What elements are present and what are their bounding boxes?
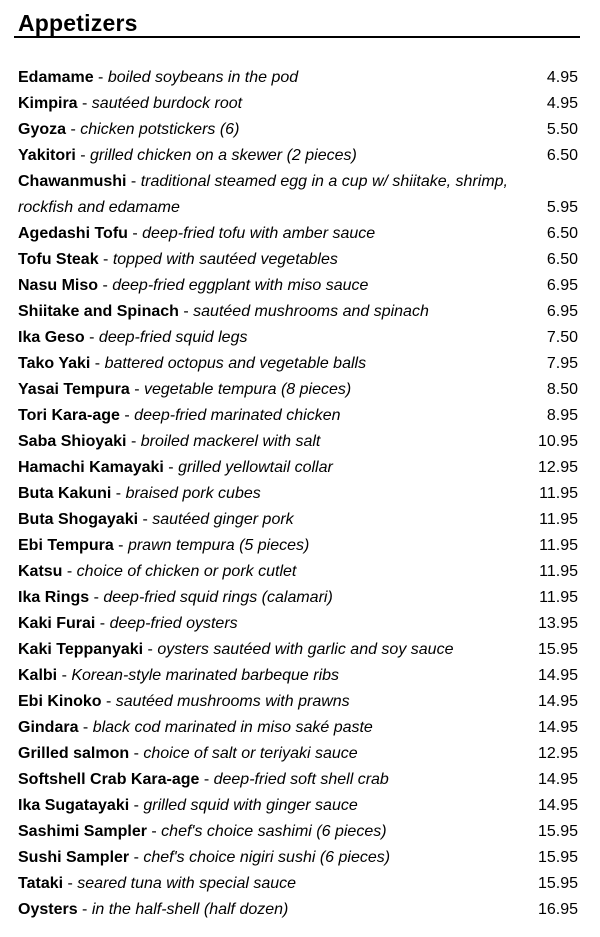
item-description: sautéed mushrooms with prawns	[115, 693, 350, 710]
item-description: chef's choice sashimi (6 pieces)	[161, 823, 387, 840]
item-name: Tataki	[18, 875, 64, 892]
item-name: Ebi Tempura	[18, 537, 114, 554]
item-name: Kaki Furai	[18, 615, 96, 632]
item-description: grilled squid with ginger sauce	[143, 797, 358, 814]
item-name: Gindara	[18, 719, 79, 736]
item-price: 8.95	[546, 407, 578, 424]
item-name: Kimpira	[18, 95, 78, 112]
item-description: choice of chicken or pork cutlet	[76, 563, 297, 580]
menu-item: Ika Geso - deep-fried squid legs 7.50	[18, 325, 580, 351]
menu-item: Yasai Tempura - vegetable tempura (8 pieces) 8.50	[18, 377, 580, 403]
item-name: Edamame	[18, 69, 94, 86]
item-price: 12.95	[537, 459, 578, 476]
item-name: Gyoza	[18, 121, 67, 138]
item-name: Sushi Sampler	[18, 849, 130, 866]
item-price: 13.95	[537, 615, 578, 632]
item-name: Grilled salmon	[18, 745, 130, 762]
item-price: 11.95	[539, 537, 578, 554]
item-description: choice of salt or teriyaki sauce	[143, 745, 358, 762]
item-price: 6.50	[546, 147, 578, 164]
item-name: Ika Sugatayaki	[18, 797, 130, 814]
item-name: Kalbi	[18, 667, 58, 684]
item-price: 15.95	[537, 641, 578, 658]
item-name: Ebi Kinoko	[18, 693, 102, 710]
menu-item: Tataki - seared tuna with special sauce 15.95	[18, 871, 580, 897]
item-price: 5.50	[546, 121, 578, 138]
menu-item: Shiitake and Spinach - sautéed mushrooms and spinach 6.95	[18, 299, 580, 325]
item-price: 6.50	[546, 225, 578, 242]
menu-item: Kimpira - sautéed burdock root 4.95	[18, 91, 580, 117]
item-price: 14.95	[537, 667, 578, 684]
item-name: Oysters	[18, 901, 78, 918]
menu-item: Nasu Miso - deep-fried eggplant with miso sauce 6.95	[18, 273, 580, 299]
item-name: Agedashi Tofu	[18, 225, 128, 242]
item-name: Ika Rings	[18, 589, 90, 606]
item-description: sautéed mushrooms and spinach	[193, 303, 429, 320]
menu-item: Kaki Furai - deep-fried oysters 13.95	[18, 611, 580, 637]
menu-item: Sashimi Sampler - chef's choice sashimi (6 pieces) 15.95	[18, 819, 580, 845]
item-name: Katsu	[18, 563, 63, 580]
item-description: braised pork cubes	[125, 485, 261, 502]
item-price: 8.50	[546, 381, 578, 398]
item-description: battered octopus and vegetable balls	[104, 355, 367, 372]
item-price: 11.95	[539, 563, 578, 580]
menu-item: Gindara - black cod marinated in miso saké paste 14.95	[18, 715, 580, 741]
item-description: in the half-shell (half dozen)	[91, 901, 289, 918]
item-name: Kaki Teppanyaki	[18, 641, 144, 658]
item-name: Chawanmushi	[18, 173, 127, 190]
item-price: 14.95	[537, 719, 578, 736]
menu-item: Ebi Tempura - prawn tempura (5 pieces) 11.95	[18, 533, 580, 559]
item-description: vegetable tempura (8 pieces)	[143, 381, 352, 398]
menu-item: Buta Kakuni - braised pork cubes 11.95	[18, 481, 580, 507]
item-description: boiled soybeans in the pod	[107, 69, 299, 86]
item-price: 16.95	[537, 901, 578, 918]
menu-item: Edamame - boiled soybeans in the pod 4.95	[18, 65, 580, 91]
item-name: Buta Shogayaki	[18, 511, 139, 528]
item-price: 7.95	[546, 355, 578, 372]
item-name: Saba Shioyaki	[18, 433, 127, 450]
menu-item: Tori Kara-age - deep-fried marinated chicken 8.95	[18, 403, 580, 429]
item-name: Sashimi Sampler	[18, 823, 147, 840]
item-name: Nasu Miso	[18, 277, 99, 294]
item-description: oysters sautéed with garlic and soy sauce	[157, 641, 454, 658]
menu-item: Saba Shioyaki - broiled mackerel with salt 10.95	[18, 429, 580, 455]
item-description: chef's choice nigiri sushi (6 pieces)	[143, 849, 391, 866]
item-description: deep-fried eggplant with miso sauce	[112, 277, 369, 294]
item-price: 15.95	[537, 875, 578, 892]
item-description: deep-fried soft shell crab	[213, 771, 389, 788]
menu-item: Tofu Steak - topped with sautéed vegetables 6.50	[18, 247, 580, 273]
menu-item: Buta Shogayaki - sautéed ginger pork 11.95	[18, 507, 580, 533]
item-price: 4.95	[546, 95, 578, 112]
item-name: Tako Yaki	[18, 355, 91, 372]
section-title: Appetizers	[18, 10, 138, 36]
item-price: 14.95	[537, 771, 578, 788]
item-description: broiled mackerel with salt	[140, 433, 321, 450]
item-price: 6.50	[546, 251, 578, 268]
item-description: prawn tempura (5 pieces)	[127, 537, 310, 554]
menu-item: Ebi Kinoko - sautéed mushrooms with prawns 14.95	[18, 689, 580, 715]
item-description: deep-fried oysters	[109, 615, 238, 632]
item-price: 6.95	[546, 277, 578, 294]
item-description: sautéed ginger pork	[152, 511, 294, 528]
item-description: deep-fried tofu with amber sauce	[142, 225, 376, 242]
item-description: traditional steamed egg in a cup w/ shiitake, shrimp, rockfish and edamame	[18, 173, 508, 216]
item-description: grilled chicken on a skewer (2 pieces)	[90, 147, 357, 164]
item-description: seared tuna with special sauce	[77, 875, 297, 892]
item-name: Ika Geso	[18, 329, 85, 346]
item-price: 11.95	[539, 589, 578, 606]
item-name: Shiitake and Spinach	[18, 303, 179, 320]
menu-item: Softshell Crab Kara-age - deep-fried soft shell crab 14.95	[18, 767, 580, 793]
menu-item: Oysters - in the half-shell (half dozen) 16.95	[18, 897, 580, 923]
menu-item: Yakitori - grilled chicken on a skewer (2 pieces) 6.50	[18, 143, 580, 169]
item-price: 5.95	[546, 199, 578, 216]
item-description: black cod marinated in miso saké paste	[92, 719, 373, 736]
item-description: deep-fried squid rings (calamari)	[103, 589, 333, 606]
menu-item: Ika Rings - deep-fried squid rings (calamari) 11.95	[18, 585, 580, 611]
title-divider	[14, 36, 580, 38]
item-name: Yasai Tempura	[18, 381, 130, 398]
item-price: 6.95	[546, 303, 578, 320]
item-description: grilled yellowtail collar	[178, 459, 333, 476]
item-price: 7.50	[546, 329, 578, 346]
item-name: Tofu Steak	[18, 251, 99, 268]
item-name: Softshell Crab Kara-age	[18, 771, 200, 788]
item-description: topped with sautéed vegetables	[112, 251, 338, 268]
menu-item: Grilled salmon - choice of salt or teriyaki sauce 12.95	[18, 741, 580, 767]
item-price: 11.95	[539, 511, 578, 528]
item-description: Korean-style marinated barbeque ribs	[71, 667, 340, 684]
item-price: 15.95	[537, 849, 578, 866]
item-description: chicken potstickers (6)	[80, 121, 240, 138]
item-name: Buta Kakuni	[18, 485, 112, 502]
item-name: Hamachi Kamayaki	[18, 459, 164, 476]
item-price: 14.95	[537, 693, 578, 710]
item-price: 11.95	[539, 485, 578, 502]
item-name: Tori Kara-age	[18, 407, 120, 424]
menu-item: Gyoza - chicken potstickers (6) 5.50	[18, 117, 580, 143]
item-name: Yakitori	[18, 147, 76, 164]
item-description: deep-fried squid legs	[98, 329, 248, 346]
menu-item: Katsu - choice of chicken or pork cutlet 11.95	[18, 559, 580, 585]
item-description: sautéed burdock root	[91, 95, 243, 112]
menu-item: Hamachi Kamayaki - grilled yellowtail collar 12.95	[18, 455, 580, 481]
item-price: 12.95	[537, 745, 578, 762]
item-description: deep-fried marinated chicken	[134, 407, 341, 424]
item-price: 15.95	[537, 823, 578, 840]
item-price: 14.95	[537, 797, 578, 814]
menu-item: Kalbi - Korean-style marinated barbeque ribs 14.95	[18, 663, 580, 689]
menu-item: Tako Yaki - battered octopus and vegetable balls 7.95	[18, 351, 580, 377]
menu-item: Kaki Teppanyaki - oysters sautéed with garlic and soy sauce 15.95	[18, 637, 580, 663]
menu-item: Agedashi Tofu - deep-fried tofu with amber sauce 6.50	[18, 221, 580, 247]
menu-item: Ika Sugatayaki - grilled squid with ginger sauce 14.95	[18, 793, 580, 819]
item-price: 4.95	[546, 69, 578, 86]
item-price: 10.95	[537, 433, 578, 450]
appetizer-list	[18, 65, 580, 923]
menu-item: Chawanmushi - traditional steamed egg in a cup w/ shiitake, shrimp, rockfish and edamame 5.95	[18, 169, 580, 221]
menu-item: Sushi Sampler - chef's choice nigiri sushi (6 pieces) 15.95	[18, 845, 580, 871]
